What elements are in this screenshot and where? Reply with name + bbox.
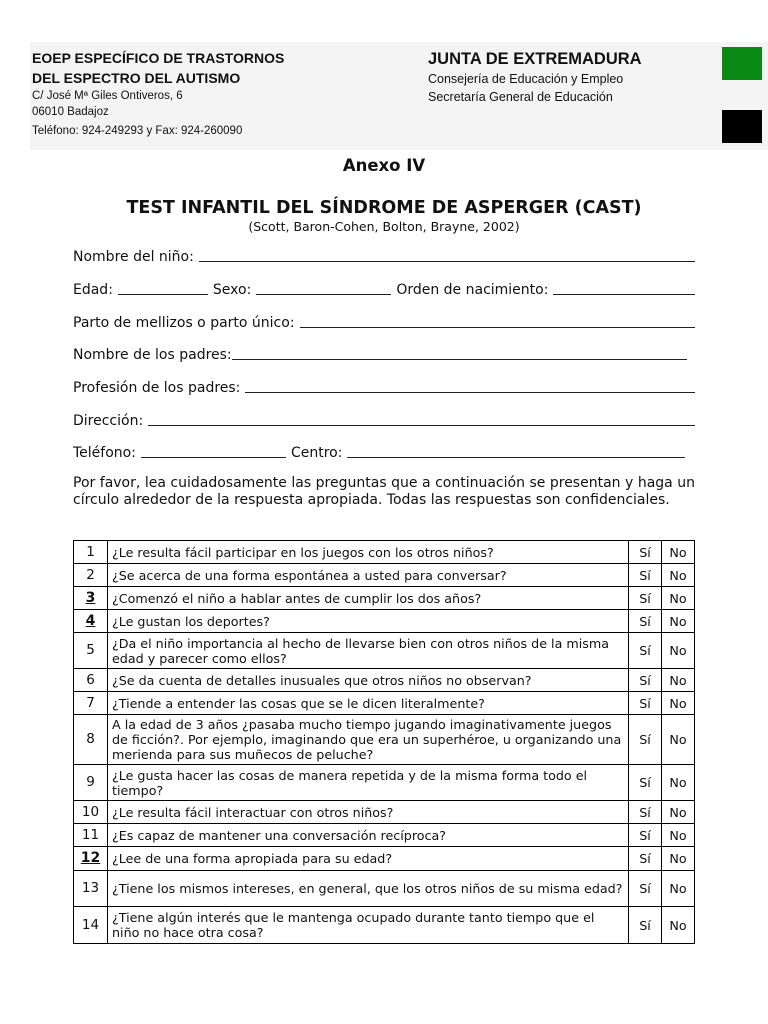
sex-blank[interactable] — [256, 281, 391, 295]
green-flag-square — [722, 47, 762, 80]
question-row — [74, 541, 695, 564]
question-text: ¿Le resulta fácil interactuar con otros niños? — [108, 801, 629, 824]
annex-heading: Anexo IV — [342, 156, 426, 175]
address-field — [73, 409, 695, 429]
black-flag-square — [722, 110, 762, 143]
question-text: ¿Se acerca de una forma espontánea a usted para conversar? — [108, 564, 629, 587]
eoep-block — [32, 48, 284, 139]
phone-center-field — [73, 441, 685, 461]
answer-yes[interactable]: Sí — [629, 824, 662, 847]
question-row — [74, 633, 695, 669]
answer-yes[interactable]: Sí — [629, 907, 662, 944]
eoep-address: C/ José Mª Giles Ontiveros, 6 — [32, 90, 183, 102]
eoep-phone: Teléfono: 924-249293 y Fax: 924-260090 — [32, 125, 243, 137]
age-label: Edad: — [73, 282, 113, 298]
question-row — [74, 715, 695, 765]
letterhead — [30, 42, 768, 150]
answer-yes[interactable]: Sí — [629, 715, 662, 765]
question-text: ¿Tiene los mismos intereses, en general, que los otros niños de su misma edad? — [108, 871, 629, 907]
question-text: ¿Comenzó el niño a hablar antes de cumplir los dos años? — [108, 587, 629, 610]
document-title: TEST INFANTIL DEL SÍNDROME DE ASPERGER (CAST) — [126, 198, 642, 218]
child-name-blank[interactable] — [199, 248, 695, 262]
answer-yes[interactable]: Sí — [629, 564, 662, 587]
center-label: Centro: — [290, 445, 343, 461]
answer-no[interactable]: No — [662, 541, 695, 564]
question-row — [74, 610, 695, 633]
question-text: ¿Es capaz de mantener una conversación recíproca? — [108, 824, 629, 847]
question-number: 1 — [74, 541, 108, 564]
address-label: Dirección: — [73, 413, 144, 429]
birth-order-label: Orden de nacimiento: — [396, 282, 549, 298]
question-row — [74, 824, 695, 847]
question-number: 8 — [74, 715, 108, 765]
junta-block — [428, 49, 642, 106]
answer-yes[interactable]: Sí — [629, 610, 662, 633]
eoep-name-line2: DEL ESPECTRO DEL AUTISMO — [32, 70, 241, 86]
answer-no[interactable]: No — [662, 765, 695, 801]
question-text: ¿Le gusta hacer las cosas de manera repetida y de la misma forma todo el tiempo? — [108, 765, 629, 801]
question-number: 5 — [74, 633, 108, 669]
answer-no[interactable]: No — [662, 847, 695, 871]
parents-name-label: Nombre de los padres: — [73, 347, 232, 363]
answer-no[interactable]: No — [662, 610, 695, 633]
question-number: 11 — [74, 824, 108, 847]
question-row — [74, 907, 695, 944]
question-row — [74, 564, 695, 587]
sex-label: Sexo: — [212, 282, 252, 298]
answer-no[interactable]: No — [662, 907, 695, 944]
child-name-label: Nombre del niño: — [73, 249, 194, 265]
phone-label: Teléfono: — [73, 445, 136, 461]
birth-type-field — [73, 311, 695, 331]
instructions-paragraph: Por favor, lea cuidadosamente las preguntas que a continuación se presentan y haga un círculo alrededor de la respuesta apropiada. Todas las respuestas son confidenciales. — [73, 475, 695, 508]
parents-job-field — [73, 376, 695, 396]
question-number: 7 — [74, 692, 108, 715]
answer-no[interactable]: No — [662, 633, 695, 669]
answer-yes[interactable]: Sí — [629, 541, 662, 564]
parents-job-blank[interactable] — [245, 379, 695, 393]
age-blank[interactable] — [118, 281, 208, 295]
child-name-field — [73, 245, 695, 265]
question-row — [74, 692, 695, 715]
question-text: A la edad de 3 años ¿pasaba mucho tiempo jugando imaginativamente juegos de ficción?. Por ejemplo, imaginando que era un superhéroe, u organizando una merienda para sus muñecos de peluche? — [108, 715, 629, 765]
junta-secretariat: Secretaría General de Educación — [428, 90, 613, 104]
answer-no[interactable]: No — [662, 564, 695, 587]
answer-yes[interactable]: Sí — [629, 847, 662, 871]
question-row — [74, 801, 695, 824]
eoep-city: 06010 Badajoz — [32, 106, 109, 118]
answer-yes[interactable]: Sí — [629, 633, 662, 669]
birth-order-blank[interactable] — [553, 281, 695, 295]
question-number: 12 — [74, 847, 108, 871]
question-number: 14 — [74, 907, 108, 944]
question-number: 9 — [74, 765, 108, 801]
parents-name-field — [73, 343, 687, 363]
address-blank[interactable] — [148, 412, 695, 426]
answer-yes[interactable]: Sí — [629, 587, 662, 610]
question-text: ¿Se da cuenta de detalles inusuales que otros niños no observan? — [108, 669, 629, 692]
question-row — [74, 847, 695, 871]
question-row — [74, 871, 695, 907]
answer-yes[interactable]: Sí — [629, 871, 662, 907]
answer-no[interactable]: No — [662, 871, 695, 907]
answer-no[interactable]: No — [662, 669, 695, 692]
question-text: ¿Tiene algún interés que le mantenga ocupado durante tanto tiempo que el niño no hace otra cosa? — [108, 907, 629, 944]
answer-no[interactable]: No — [662, 715, 695, 765]
question-number: 6 — [74, 669, 108, 692]
question-row — [74, 669, 695, 692]
question-number: 4 — [74, 610, 108, 633]
question-number: 13 — [74, 871, 108, 907]
parents-job-label: Profesión de los padres: — [73, 380, 241, 396]
question-text: ¿Le resulta fácil participar en los juegos con los otros niños? — [108, 541, 629, 564]
citation: (Scott, Baron-Cohen, Bolton, Brayne, 2002) — [248, 219, 520, 234]
question-text: ¿Tiende a entender las cosas que se le dicen literalmente? — [108, 692, 629, 715]
answer-yes[interactable]: Sí — [629, 669, 662, 692]
junta-name: JUNTA DE EXTREMADURA — [428, 50, 642, 68]
question-text: ¿Le gustan los deportes? — [108, 610, 629, 633]
question-number: 2 — [74, 564, 108, 587]
question-row — [74, 587, 695, 610]
junta-department: Consejería de Educación y Empleo — [428, 72, 624, 86]
center-blank[interactable] — [347, 444, 685, 458]
question-row — [74, 765, 695, 801]
questionnaire-table — [73, 540, 695, 944]
answer-yes[interactable]: Sí — [629, 765, 662, 801]
answer-no[interactable]: No — [662, 692, 695, 715]
answer-no[interactable]: No — [662, 587, 695, 610]
answer-no[interactable]: No — [662, 801, 695, 824]
eoep-name-line1: EOEP ESPECÍFICO DE TRASTORNOS — [32, 50, 285, 66]
birth-type-label: Parto de mellizos o parto único: — [73, 315, 295, 331]
question-text: ¿Da el niño importancia al hecho de llevarse bien con otros niños de la misma edad y parecer como ellos? — [108, 633, 629, 669]
answer-yes[interactable]: Sí — [629, 801, 662, 824]
phone-blank[interactable] — [141, 444, 286, 458]
question-number: 10 — [74, 801, 108, 824]
birth-type-blank[interactable] — [300, 314, 695, 328]
question-number: 3 — [74, 587, 108, 610]
answer-no[interactable]: No — [662, 824, 695, 847]
age-sex-order-field — [73, 278, 695, 298]
answer-yes[interactable]: Sí — [629, 692, 662, 715]
parents-name-blank[interactable] — [232, 346, 687, 360]
question-text: ¿Lee de una forma apropiada para su edad? — [108, 847, 629, 871]
